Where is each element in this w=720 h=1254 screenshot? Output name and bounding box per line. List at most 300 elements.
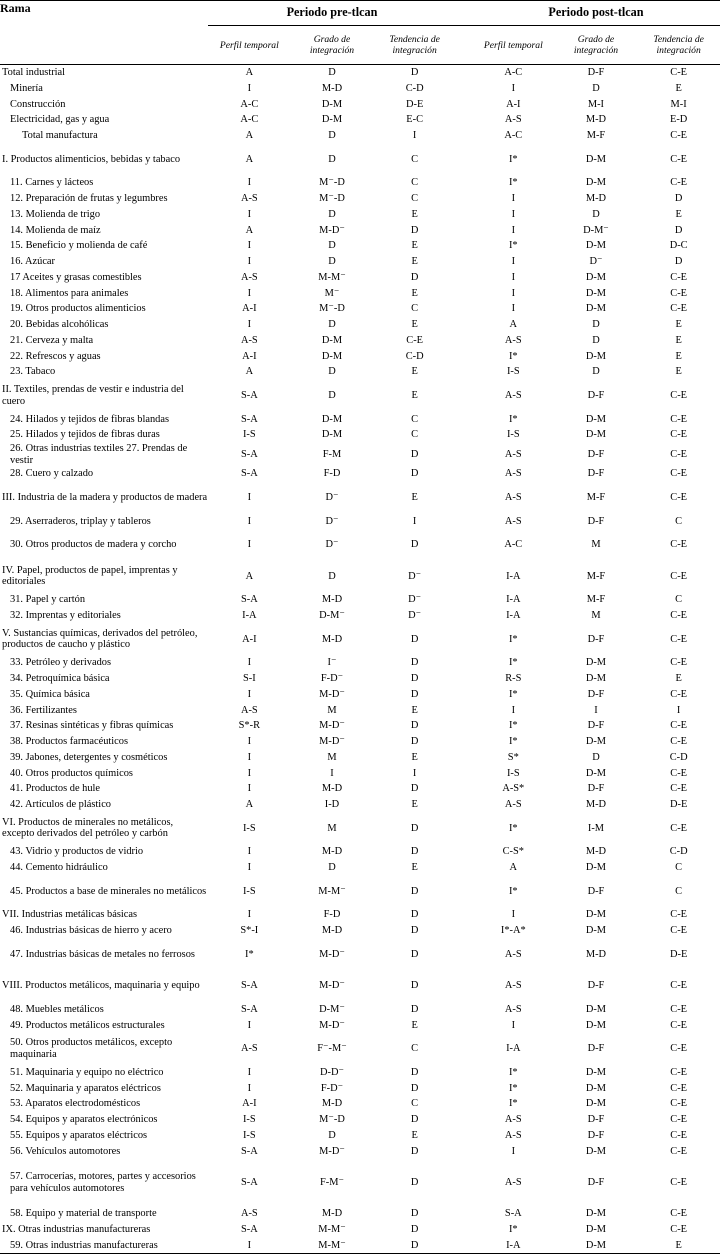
pre-tendencia-cell: D: [410, 948, 419, 960]
post-tendencia-cell: C-E: [670, 429, 688, 441]
table-row: [0, 144, 720, 176]
pre-perfil-cell: A: [245, 67, 254, 79]
column-gap: [456, 702, 472, 718]
post-tendencia-cell: C-E: [670, 468, 688, 480]
column-gap: [456, 765, 472, 781]
rama-name: 35. Química básica: [10, 688, 90, 700]
column-gap: [456, 1159, 472, 1206]
column-gap: [456, 907, 472, 923]
post-grado-cell: D-M: [585, 1145, 607, 1157]
pre-tendencia-cell: C-E: [406, 334, 424, 346]
post-grado-cell: D-M: [585, 1224, 607, 1236]
pre-perfil-cell: S-A: [240, 448, 258, 460]
pre-tendencia-cell: E: [411, 208, 418, 220]
post-tendencia-cell: C-E: [670, 1176, 688, 1188]
pre-grado-cell: D-M: [321, 114, 343, 126]
post-grado-cell: D-M: [585, 271, 607, 283]
post-tendencia-cell: C-E: [670, 1019, 688, 1031]
pre-perfil-cell: I-A: [242, 610, 257, 622]
pre-grado-cell: F-D⁻: [320, 673, 344, 685]
post-grado-cell: D: [592, 208, 600, 220]
post-perfil-cell: S*: [507, 751, 519, 763]
pre-perfil-cell: I-S: [242, 822, 256, 834]
rama-name: 59. Otras industrias manufactureras: [0, 1238, 208, 1254]
pre-grado-header: Grado de integración: [291, 26, 374, 65]
pre-tendencia-cell: D: [410, 1224, 419, 1236]
post-grado-cell: D-F: [587, 1114, 605, 1126]
pre-grado-cell: D: [328, 130, 336, 142]
rama-name: 56. Vehículos automotores: [10, 1145, 121, 1157]
pre-grado-cell: D: [328, 256, 336, 268]
period-post-label: Periodo post-tlcan: [548, 5, 644, 20]
post-perfil-cell: I: [511, 82, 516, 94]
pre-perfil-cell: A: [245, 224, 254, 236]
post-grado-cell: D-F: [587, 1043, 605, 1055]
rama-name: 39. Jabones, detergentes y cosméticos: [10, 751, 168, 763]
pre-grado-cell: F⁻-M⁻: [317, 1043, 347, 1055]
pre-grado-cell: M-M⁻: [318, 885, 346, 897]
pre-perfil-cell: S*-I: [240, 925, 259, 937]
post-perfil-cell: I*: [508, 1082, 518, 1094]
column-gap: [456, 1096, 472, 1112]
post-tendencia-cell: C-E: [670, 633, 688, 645]
pre-perfil-cell: A-C: [240, 114, 259, 126]
rama-name: 49. Productos metálicos estructurales: [10, 1019, 165, 1031]
table-row: [0, 561, 720, 593]
pre-tendencia-cell: E: [411, 704, 418, 716]
pre-perfil-cell: I: [247, 783, 252, 795]
post-grado-cell: D-F: [587, 67, 605, 79]
column-gap: [456, 1017, 472, 1033]
table-row: [0, 923, 720, 939]
post-grado-cell: D-M: [585, 673, 607, 685]
post-tendencia-cell: D: [674, 224, 683, 236]
post-grado-cell: I: [594, 704, 598, 716]
pre-perfil-cell: A-I: [242, 633, 257, 645]
pre-tendencia-cell: D: [410, 688, 419, 700]
post-tendencia-cell: C-E: [670, 980, 688, 992]
post-perfil-cell: A-C: [504, 67, 523, 79]
post-grado-cell: D-F: [587, 515, 605, 527]
pre-grado-cell: F-D: [323, 909, 341, 921]
column-gap: [456, 207, 472, 223]
post-perfil-cell: I-A: [506, 1043, 521, 1055]
rama-name: 29. Aserraderos, triplay y tableros: [10, 515, 151, 527]
rama-name: 54. Equipos y aparatos electrónicos: [10, 1114, 158, 1126]
pre-tendencia-cell: I: [412, 130, 417, 142]
post-perfil-cell: I: [511, 303, 516, 315]
pre-perfil-cell: I: [247, 862, 252, 874]
post-grado-cell: D-F: [587, 783, 605, 795]
pre-perfil-cell: S-A: [240, 389, 258, 401]
rama-name: 26. Otras industrias textiles 27. Prendas de vestir: [10, 443, 188, 466]
pre-tendencia-cell: D: [410, 846, 419, 858]
post-tendencia-cell: C-E: [670, 1066, 688, 1078]
column-gap: [456, 860, 472, 876]
post-grado-cell: D-M: [585, 240, 607, 252]
post-grado-cell: D-M: [585, 1019, 607, 1031]
column-gap: [456, 1206, 472, 1222]
pre-grado-cell: D: [328, 319, 336, 331]
pre-grado-cell: M-D: [321, 783, 343, 795]
pre-perfil-cell: I-S: [242, 885, 256, 897]
pre-grado-cell: F-M⁻: [320, 1176, 344, 1188]
column-gap: [456, 939, 472, 971]
post-perfil-cell: A-S: [504, 1176, 522, 1188]
post-perfil-cell: I*: [508, 822, 518, 834]
pre-tendencia-cell: C: [411, 429, 419, 441]
table-row: [0, 876, 720, 908]
post-perfil-cell: I: [511, 256, 516, 268]
post-grado-cell: D-F: [587, 1129, 605, 1141]
post-tendencia-cell: C: [675, 594, 683, 606]
post-grado-cell: D: [592, 366, 600, 378]
pre-perfil-cell: I: [247, 287, 252, 299]
pre-tendencia-cell: D⁻: [408, 610, 422, 622]
pre-grado-cell: M-D: [321, 1098, 343, 1110]
column-gap: [456, 1002, 472, 1018]
post-perfil-cell: A: [509, 319, 518, 331]
table-row: [0, 364, 720, 380]
rama-name: 33. Petróleo y derivados: [10, 657, 111, 669]
pre-tendencia-cell: D: [410, 925, 419, 937]
column-gap: [456, 1065, 472, 1081]
table-row: [0, 1238, 720, 1254]
table-row: [0, 750, 720, 766]
period-post-header: [472, 1, 720, 26]
post-perfil-cell: A-S: [504, 1129, 522, 1141]
pre-grado-cell: D-M: [321, 429, 343, 441]
pre-perfil-cell: A: [245, 799, 254, 811]
pre-tendencia-cell: E: [411, 491, 418, 503]
post-tendencia-cell: D-C: [669, 240, 688, 252]
table-row: [0, 443, 720, 466]
rama-name: 45. Productos a base de minerales no metálicos: [10, 885, 207, 897]
pre-grado-cell: D-D⁻: [320, 1066, 344, 1078]
pre-grado-cell: M-D⁻: [319, 224, 345, 236]
post-tendencia-cell: C-E: [670, 1098, 688, 1110]
post-perfil-cell: I*: [508, 657, 518, 669]
rama-name: IX. Otras industrias manufactureras: [2, 1224, 151, 1236]
post-tendencia-cell: I: [676, 704, 681, 716]
rama-name: 48. Muebles metálicos: [10, 1003, 104, 1015]
pre-tendencia-cell: E: [411, 751, 418, 763]
pre-grado-cell: M-D: [321, 594, 343, 606]
post-perfil-cell: A-S: [504, 980, 522, 992]
column-gap: [456, 750, 472, 766]
pre-tendencia-cell: C-D: [405, 82, 424, 94]
pre-grado-cell: F-M: [322, 448, 342, 460]
post-tendencia-cell: C-E: [670, 736, 688, 748]
pre-grado-cell: M: [327, 751, 337, 763]
column-gap: [456, 65, 472, 81]
rama-name: 15. Beneficio y molienda de café: [10, 240, 148, 252]
pre-perfil-cell: I: [208, 1238, 291, 1254]
column-gap: [456, 466, 472, 482]
post-tendencia-cell: C-E: [670, 539, 688, 551]
pre-tendencia-cell: C: [411, 1043, 419, 1055]
table-row: [0, 466, 720, 482]
post-perfil-cell: I: [511, 287, 516, 299]
column-gap: [456, 286, 472, 302]
post-tendencia-cell: C-E: [670, 153, 688, 165]
table-row: [0, 1065, 720, 1081]
post-tendencia-cell: C: [675, 885, 683, 897]
pre-perfil-cell: I: [247, 909, 252, 921]
pre-tendencia-cell: D: [410, 633, 419, 645]
pre-grado-cell: D-M: [321, 98, 343, 110]
column-gap: [456, 876, 472, 908]
post-perfil-cell: A-S: [504, 114, 522, 126]
post-grado-cell: D-F: [587, 633, 605, 645]
post-grado-cell: D-M: [585, 177, 607, 189]
table-row: [0, 112, 720, 128]
pre-grado-cell: M-D⁻: [319, 736, 345, 748]
post-grado-cell: D: [592, 334, 600, 346]
table-row: [0, 1222, 720, 1238]
pre-grado-cell: M-D: [321, 925, 343, 937]
column-gap: [456, 349, 472, 365]
pre-grado-cell: D-M⁻: [319, 610, 345, 622]
pre-grado-cell: I: [330, 767, 334, 779]
post-perfil-cell: I*: [508, 885, 518, 897]
pre-perfil-cell: A-C: [240, 98, 259, 110]
post-grado-cell: D-M: [585, 1208, 607, 1220]
post-perfil-cell: A-S: [504, 799, 522, 811]
pre-perfil-header: Perfil temporal: [208, 26, 291, 65]
table-row: [0, 970, 720, 1002]
post-grado-cell: D-M⁻: [583, 224, 609, 236]
rama-name: 52. Maquinaria y aparatos eléctricos: [10, 1082, 161, 1094]
rama-name: I. Productos alimenticios, bebidas y tabaco: [2, 153, 181, 165]
post-tendencia-cell: C-E: [670, 177, 688, 189]
pre-perfil-cell: A-S: [240, 334, 258, 346]
column-gap: [456, 655, 472, 671]
post-grado-cell: M: [591, 610, 601, 622]
post-tendencia-cell: C-E: [670, 610, 688, 622]
rama-name: Total industrial: [2, 67, 66, 79]
column-gap: [456, 592, 472, 608]
rama-name: 25. Hilados y tejidos de fibras duras: [10, 429, 160, 441]
table-row: [0, 702, 720, 718]
pre-perfil-cell: S-A: [240, 1145, 258, 1157]
post-tendencia-cell: E: [675, 366, 682, 378]
post-perfil-cell: A-S: [504, 334, 522, 346]
post-tendencia-cell: C-E: [670, 1129, 688, 1141]
pre-tendencia-cell: E: [411, 240, 418, 252]
rama-name: II. Textiles, prendas de vestir e industria del cuero: [2, 384, 184, 407]
pre-tendencia-cell: D: [410, 736, 419, 748]
table-row: [0, 191, 720, 207]
column-gap: [456, 1033, 472, 1065]
post-grado-cell: D-M: [585, 767, 607, 779]
rama-name: 16. Azúcar: [10, 256, 56, 268]
post-perfil-cell: I: [511, 909, 516, 921]
header-gap: [456, 1, 472, 26]
pre-grado-cell: D-M: [321, 413, 343, 425]
post-grado-cell: D-M: [585, 736, 607, 748]
table-row: [0, 1128, 720, 1144]
post-perfil-cell: A-S: [504, 491, 522, 503]
post-grado-cell: D-F: [587, 1176, 605, 1188]
post-tendencia-cell: C-E: [670, 767, 688, 779]
pre-grado-cell: D: [328, 389, 336, 401]
post-perfil-cell: I*: [508, 350, 518, 362]
pre-perfil-cell: I: [247, 82, 252, 94]
post-grado-cell: D-M: [585, 429, 607, 441]
post-perfil-cell: A-I: [506, 98, 521, 110]
post-tendencia-cell: C-E: [670, 783, 688, 795]
post-tendencia-cell: C-E: [670, 389, 688, 401]
pre-perfil-cell: I: [247, 539, 252, 551]
column-gap: [456, 1112, 472, 1128]
period-pre-header: [208, 1, 456, 26]
table-row: [0, 1096, 720, 1112]
pre-tendencia-cell: E: [411, 1019, 418, 1031]
post-grado-cell: D-F: [587, 885, 605, 897]
pre-tendencia-cell: D: [410, 1176, 419, 1188]
pre-perfil-cell: A-S: [240, 193, 258, 205]
pre-grado-cell: M⁻-D: [319, 177, 345, 189]
post-grado-cell: M-D: [585, 846, 607, 858]
pre-perfil-cell: I: [247, 319, 252, 331]
pre-grado-cell: M-D⁻: [319, 1145, 345, 1157]
post-grado-cell: M-F: [586, 130, 606, 142]
pre-grado-cell: M: [327, 822, 337, 834]
pre-tendencia-cell: D: [410, 673, 419, 685]
post-tendencia-cell: C-E: [670, 1043, 688, 1055]
rama-name: 28. Cuero y calzado: [10, 468, 94, 480]
pre-tendencia-cell: C-D: [405, 350, 424, 362]
column-gap: [456, 482, 472, 514]
post-tendencia-cell: C-E: [670, 1114, 688, 1126]
rama-name: 36. Fertilizantes: [10, 704, 77, 716]
post-perfil-cell: A-C: [504, 539, 523, 551]
pre-tendencia-cell: E: [411, 389, 418, 401]
pre-tendencia-cell: C: [411, 153, 419, 165]
pre-perfil-cell: S-A: [240, 468, 258, 480]
post-tendencia-cell: M-I: [670, 98, 687, 110]
column-gap: [456, 412, 472, 428]
column-gap: [456, 97, 472, 113]
pre-grado-cell: D: [328, 240, 336, 252]
post-perfil-cell: I: [511, 1019, 516, 1031]
pre-grado-cell: M-D⁻: [319, 720, 345, 732]
pre-grado-cell: M⁻-D: [319, 1114, 345, 1126]
pre-perfil-cell: A-S: [240, 704, 258, 716]
table-row: [0, 718, 720, 734]
column-gap: [456, 624, 472, 656]
post-tendencia-cell: D-E: [669, 799, 688, 811]
rama-name: IV. Papel, productos de papel, imprentas y editoriales: [2, 564, 178, 588]
rama-name: 44. Cemento hidráulico: [10, 862, 108, 874]
post-grado-cell: M-D: [585, 948, 607, 960]
post-perfil-cell: I*: [508, 153, 518, 165]
column-gap: [456, 671, 472, 687]
rama-name: 47. Industrias básicas de metales no ferrosos: [10, 948, 195, 960]
pre-grado-cell: M⁻-D: [319, 303, 345, 315]
table-row: [0, 1002, 720, 1018]
pre-perfil-cell: I: [247, 751, 252, 763]
table-row: [0, 529, 720, 561]
table-row: [0, 592, 720, 608]
table-row: [0, 734, 720, 750]
table-row: [0, 427, 720, 443]
post-grado-cell: M-F: [586, 491, 606, 503]
pre-tendencia-cell: D: [373, 1238, 456, 1254]
post-tendencia-cell: C-E: [670, 67, 688, 79]
post-tendencia-header: Tendencia de integración: [637, 26, 720, 65]
pre-grado-cell: I-D: [324, 799, 340, 811]
pre-grado-cell: D-M: [321, 334, 343, 346]
pre-perfil-cell: I-S: [242, 429, 256, 441]
pre-perfil-cell: I-S: [242, 1129, 256, 1141]
pre-grado-cell: M-D: [321, 846, 343, 858]
table-row: [0, 844, 720, 860]
post-perfil-cell: I: [511, 1145, 516, 1157]
pre-tendencia-cell: D: [410, 885, 419, 897]
post-perfil-cell: I*: [508, 736, 518, 748]
rama-name: 42. Artículos de plástico: [10, 799, 112, 811]
pre-perfil-cell: I: [247, 491, 252, 503]
post-tendencia-cell: E: [675, 208, 682, 220]
column-gap: [456, 529, 472, 561]
post-perfil-cell: I-A: [506, 594, 521, 606]
rama-name: 12. Preparación de frutas y legumbres: [10, 193, 168, 205]
rama-name: 24. Hilados y tejidos de fibras blandas: [10, 413, 170, 425]
table-row: [0, 301, 720, 317]
post-tendencia-cell: C-E: [670, 909, 688, 921]
table-row: [0, 797, 720, 813]
post-tendencia-cell: E: [675, 82, 682, 94]
pre-perfil-cell: S-A: [240, 1224, 258, 1236]
post-tendencia-cell: C-E: [670, 1208, 688, 1220]
post-tendencia-cell: C-E: [670, 1145, 688, 1157]
post-tendencia-cell: C: [675, 862, 683, 874]
rama-name: VII. Industrias metálicas básicas: [2, 909, 138, 921]
column-gap: [456, 427, 472, 443]
table-row: [0, 608, 720, 624]
column-gap: [456, 270, 472, 286]
post-perfil-cell: I-S: [506, 767, 520, 779]
rama-name: 58. Equipo y material de transporte: [10, 1208, 157, 1220]
pre-perfil-cell: I: [247, 177, 252, 189]
post-tendencia-cell: C-E: [670, 720, 688, 732]
column-gap: [456, 254, 472, 270]
table-row: [0, 624, 720, 656]
pre-grado-cell: D: [328, 862, 336, 874]
post-grado-cell: D-M: [585, 153, 607, 165]
column-gap: [456, 128, 472, 144]
post-grado-cell: D-M: [585, 303, 607, 315]
post-perfil-cell: I*: [508, 1066, 518, 1078]
pre-tendencia-cell: D: [410, 822, 419, 834]
table-row: [0, 655, 720, 671]
table-row: [0, 1017, 720, 1033]
post-tendencia-cell: C-E: [670, 271, 688, 283]
table-row: [0, 175, 720, 191]
post-perfil-cell: A-S: [504, 468, 522, 480]
column-gap: [456, 734, 472, 750]
pre-grado-cell: D⁻: [325, 515, 339, 527]
table-row: [0, 671, 720, 687]
post-grado-cell: M-D: [585, 799, 607, 811]
rama-name: 22. Refrescos y aguas: [10, 350, 101, 362]
pre-perfil-cell: S-A: [240, 980, 258, 992]
rama-name: 46. Industrias básicas de hierro y acero: [10, 925, 172, 937]
post-tendencia-cell: E: [675, 350, 682, 362]
pre-grado-cell: D: [328, 570, 336, 582]
